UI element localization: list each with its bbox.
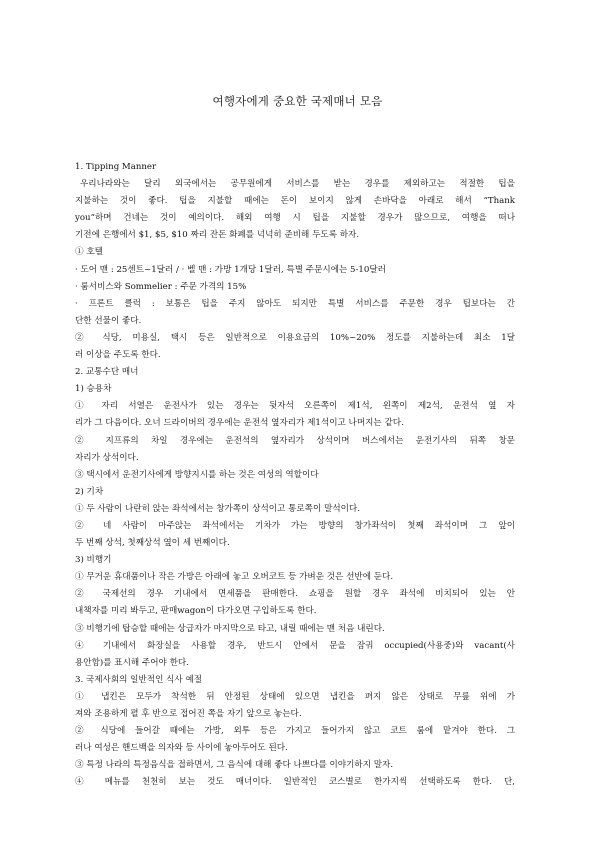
list-item: ③ 특정 나라의 특정음식을 접하면서, 그 음식에 대해 좋다 나쁘다를 이야기하지 말자. <box>75 760 394 771</box>
list-item: 내책자를 미리 봐두고, 판매wagon이 다가오면 구입하도록 한다. <box>75 606 317 617</box>
heading-transport-manner: 2. 교통수단 매너 <box>75 367 139 378</box>
list-item: ② 식당에 들어갈 때에는 가방, 외투 등은 가지고 들어가지 않고 코트 룸에 맡겨야 한다. 그 <box>75 726 515 737</box>
paragraph-line: 기전에 은행에서 $1, $5, $10 짜리 잔돈 화폐를 넉넉히 준비해 두도록 하자. <box>75 230 360 241</box>
list-item: 러나 여성은 핸드백을 의자와 등 사이에 놓아두어도 된다. <box>75 743 288 754</box>
subheading-hotel: ① 호텔 <box>75 247 103 258</box>
list-item: · 도어 맨 : 25센트~1달러 / · 벨 맨 : 가방 1개당 1달러, 특별 주문시에는 5-10달러 <box>75 264 386 275</box>
heading-tipping-manner: 1. Tipping Manner <box>75 162 157 172</box>
list-item: 져와 조용하게 펼 후 반으로 접어진 쪽을 자기 앞으로 놓는다. <box>75 709 302 719</box>
document-title: 여행자에게 중요한 국제매너 모음 <box>212 94 383 108</box>
list-item: ③ 비행기에 탑승할 때에는 상급자가 마지막으로 타고, 내릴 때에는 맨 처음 내린다. <box>75 623 385 634</box>
list-item: · 룸서비스와 Sommelier : 주문 가격의 15% <box>75 281 247 292</box>
paragraph-line: 지불하는 것이 좋다. 팁을 지불할 때에는 돈이 보이지 않게 손바닥을 아래로 해서 “Thank <box>75 196 515 207</box>
list-item: ② 국제선의 경우 기내에서 면세품을 판매한다. 쇼핑을 원할 경우 좌석에 비치되어 있는 안 <box>75 589 515 600</box>
list-item: ② 식당, 미용실, 택시 등은 일반적으로 이용요금의 10%~20% 정도를 지불하는데 최소 1달 <box>75 332 515 343</box>
list-item: 용안함)를 표시해 주어야 한다. <box>75 657 189 668</box>
list-item: ① 두 사람이 나란히 앉는 좌석에서는 창가쪽이 상석이고 통로쪽이 말석이다. <box>75 503 360 514</box>
list-item: ② 지프류의 차일 경우에는 운전석의 옆자리가 상석이며 버스에서는 운전기사의 뒤쪽 창문 <box>75 435 515 446</box>
list-item: 단한 선물이 좋다. <box>75 315 142 326</box>
list-item: · 프론트 클럭 : 보통은 팁을 주지 않아도 되지만 특별 서비스를 주문한 경우 팁보다는 간 <box>75 298 515 309</box>
list-item: 두 번째 상석, 첫째상석 옆이 세 번째이다. <box>75 538 230 549</box>
list-item: ① 냅킨은 모두가 착석한 뒤 안정된 상태에 있으면 냅킨을 펴지 않은 상태로 무릎 위에 가 <box>75 691 515 702</box>
subheading-airplane: 3) 비행기 <box>75 555 112 566</box>
list-item: 자리가 상석이다. <box>75 452 139 463</box>
list-item: ① 무거운 휴대품이나 작은 가방은 아래에 놓고 오버코트 등 가벼운 것은 선반에 둔다. <box>75 572 394 583</box>
subheading-car: 1) 승용차 <box>75 384 112 395</box>
list-item: ③ 택시에서 운전기사에게 방향지시를 하는 것은 여성의 역할이다 <box>75 469 319 480</box>
paragraph-line: you”하며 건네는 것이 예의이다. 해외 여행 시 팁을 지불할 경우가 많으므로, 여행을 떠나 <box>75 213 515 224</box>
list-item: ④ 메뉴를 천천히 보는 것도 매너이다. 일반적인 코스별로 한가지씩 선택하도록 한다. 단, <box>75 777 515 788</box>
subheading-train: 2) 기차 <box>75 486 104 497</box>
heading-dining-etiquette: 3. 국제사회의 일반적인 식사 예절 <box>75 674 203 685</box>
list-item: 러 이상을 주도록 한다. <box>75 350 161 361</box>
list-item: ④ 기내에서 화장실을 사용할 경우, 반드시 안에서 문을 잠궈 occupied(사용중)와 vacant(사 <box>75 640 515 651</box>
document-body <box>75 159 515 791</box>
list-item: ① 자리 서열은 운전사가 있는 경우는 뒷자석 오른쪽이 제1석, 왼쪽이 제2석, 운전석 옆 자 <box>75 401 515 412</box>
paragraph-line: 우리나라와는 달리 외국에서는 공무원에게 서비스를 받는 경우를 제외하고는 적절한 팁을 <box>80 179 515 190</box>
list-item: ② 네 사람이 마주앉는 좌석에서는 기차가 가는 방향의 창가좌석이 첫째 좌석이며 그 앞이 <box>75 520 515 531</box>
list-item: 리가 그 다음이다. 오너 드라이버의 경우에는 운전석 옆자리가 제1석이고 나머지는 같다. <box>75 418 404 429</box>
